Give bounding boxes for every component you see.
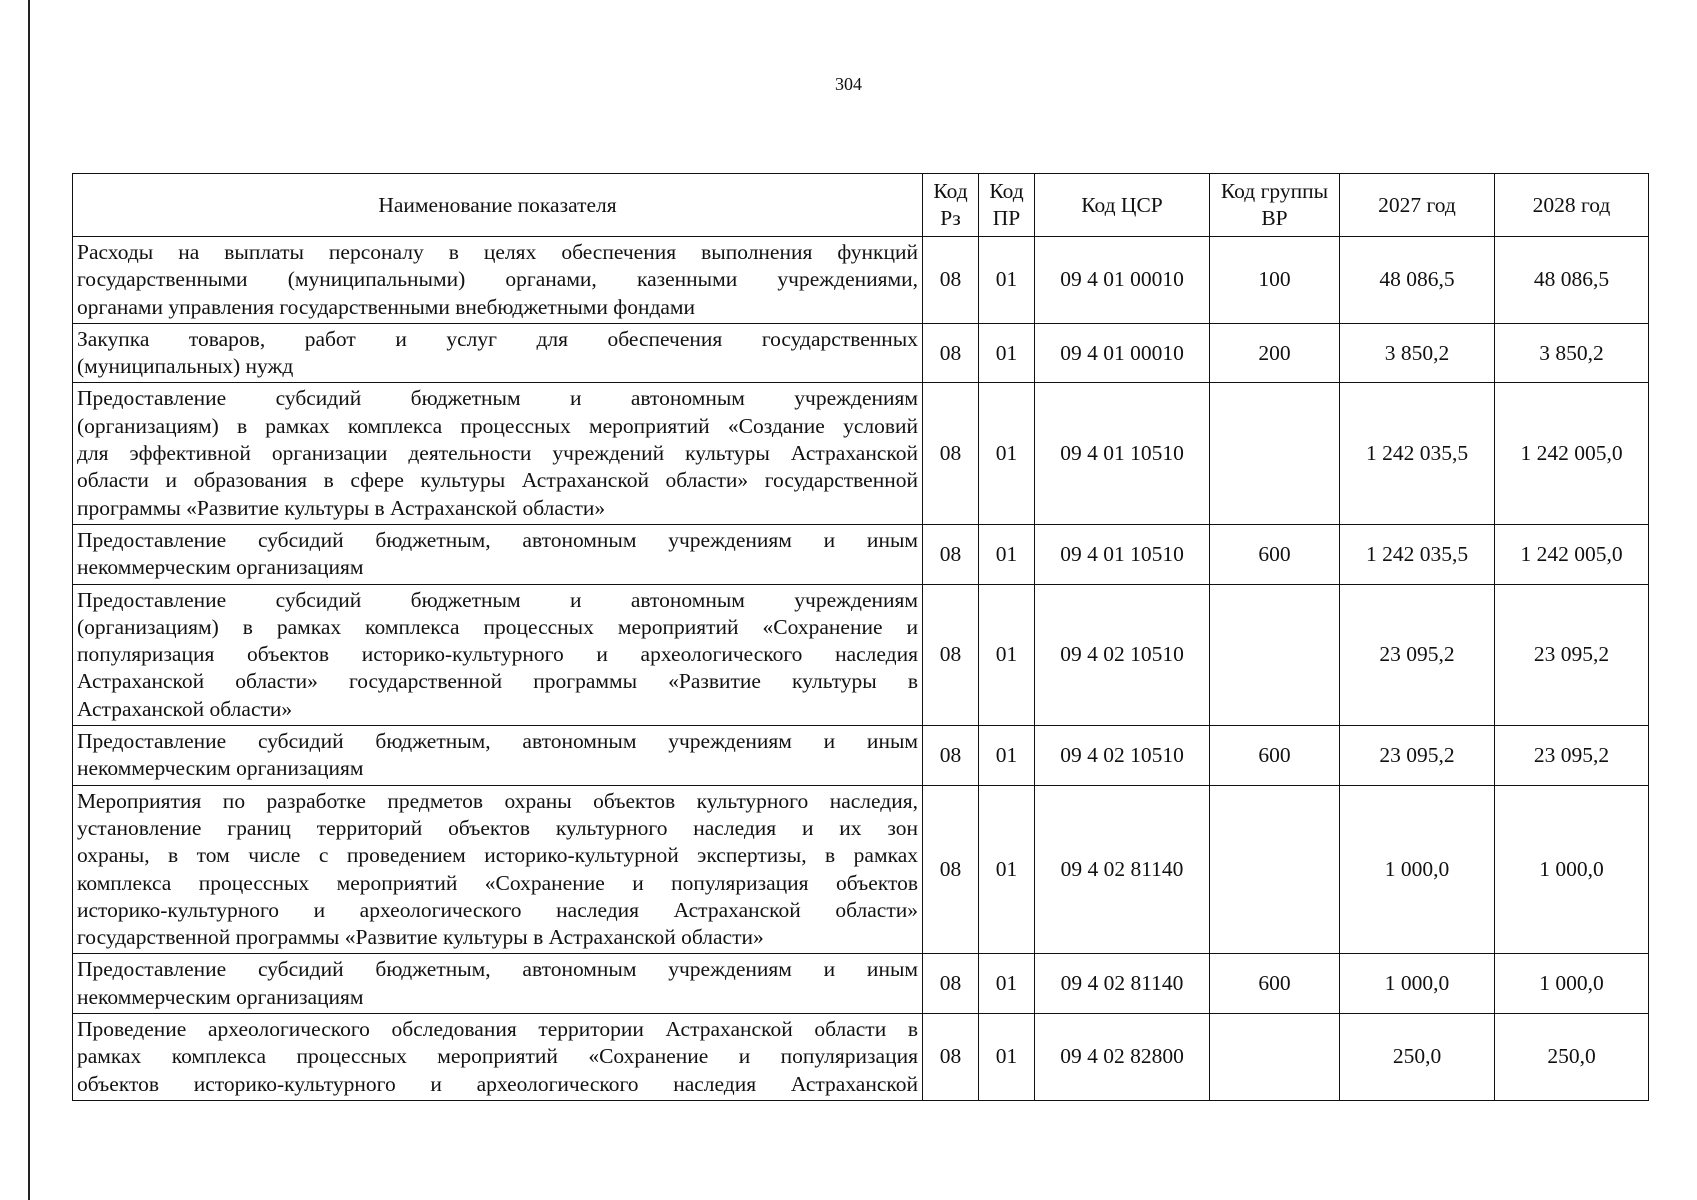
row-name-cell: [73, 954, 923, 1014]
row-name-cell: [73, 237, 923, 324]
row-rz-cell: 08: [923, 785, 979, 954]
table-row: [73, 726, 1649, 786]
table-row: [73, 1014, 1649, 1101]
page-number: 304: [835, 74, 862, 94]
row-pr-cell: 01: [979, 237, 1035, 324]
row-name-line: органами управления государственными внебюджетными фондами: [77, 294, 696, 319]
row-csr-cell: 09 4 01 10510: [1035, 383, 1210, 524]
row-name-cell: [73, 726, 923, 786]
row-2028-cell: 3 850,2: [1495, 323, 1649, 383]
row-pr-cell: 01: [979, 323, 1035, 383]
row-vr-cell: 200: [1210, 323, 1340, 383]
row-name-cell: [73, 584, 923, 725]
row-name-line: Астраханской области»: [77, 696, 293, 721]
row-name-line: государственными (муниципальными) органами, казенными учреждениями,: [77, 267, 918, 292]
row-2027-cell: 23 095,2: [1340, 584, 1495, 725]
row-name-line: Предоставление субсидий бюджетным и автономным учреждениям: [77, 386, 918, 411]
row-vr-cell: 600: [1210, 726, 1340, 786]
row-name-line: области и образования в сфере культуры Астраханской области» государственной: [77, 468, 918, 493]
table-header-row: [73, 174, 1649, 237]
row-name-line: рамках комплекса процессных мероприятий «Сохранение и популяризация: [77, 1044, 918, 1069]
table-row: [73, 323, 1649, 383]
table-row: [73, 584, 1649, 725]
row-name-line: популяризация объектов историко-культурного и археологического наследия: [77, 642, 918, 667]
row-rz-cell: 08: [923, 383, 979, 524]
row-2028-cell: 250,0: [1495, 1014, 1649, 1101]
row-name-line: некоммерческим организациям: [77, 756, 364, 781]
header-csr: Код ЦСР: [1035, 174, 1210, 237]
row-2027-cell: 1 242 035,5: [1340, 383, 1495, 524]
row-name-line: для эффективной организации деятельности учреждений культуры Астраханской: [77, 441, 918, 466]
row-pr-cell: 01: [979, 383, 1035, 524]
row-csr-cell: 09 4 01 10510: [1035, 524, 1210, 584]
budget-table: [72, 173, 1649, 1101]
row-2027-cell: 48 086,5: [1340, 237, 1495, 324]
row-name-line: историко-культурного и археологического наследия Астраханской области»: [77, 897, 918, 922]
row-name-line: Предоставление субсидий бюджетным, автономным учреждениям и иным: [77, 527, 918, 552]
row-rz-cell: 08: [923, 524, 979, 584]
row-csr-cell: 09 4 02 10510: [1035, 584, 1210, 725]
row-name-line: Расходы на выплаты персоналу в целях обеспечения выполнения функций: [77, 240, 918, 264]
row-rz-cell: 08: [923, 726, 979, 786]
row-2028-cell: 1 000,0: [1495, 954, 1649, 1014]
row-2028-cell: 23 095,2: [1495, 584, 1649, 725]
row-rz-cell: 08: [923, 237, 979, 324]
header-2027: 2027 год: [1340, 174, 1495, 237]
row-name-line: Предоставление субсидий бюджетным, автономным учреждениям и иным: [77, 729, 918, 754]
row-name-line: объектов историко-культурного и археологического наследия Астраханской: [77, 1071, 918, 1096]
row-rz-cell: 08: [923, 584, 979, 725]
row-name-cell: [73, 323, 923, 383]
row-csr-cell: 09 4 02 10510: [1035, 726, 1210, 786]
row-2028-cell: 1 000,0: [1495, 785, 1649, 954]
row-name-line: программы «Развитие культуры в Астраханской области»: [77, 495, 606, 520]
header-pr: Код ПР: [979, 174, 1035, 237]
row-name-line: Закупка товаров, работ и услуг для обеспечения государственных: [77, 326, 918, 351]
page-binding-line: [28, 0, 30, 1200]
row-vr-cell: 100: [1210, 237, 1340, 324]
row-name-cell: [73, 383, 923, 524]
row-2027-cell: 1 000,0: [1340, 954, 1495, 1014]
row-name-cell: [73, 1014, 923, 1101]
row-vr-cell: [1210, 383, 1340, 524]
row-rz-cell: 08: [923, 954, 979, 1014]
row-2028-cell: 48 086,5: [1495, 237, 1649, 324]
row-name-line: (муниципальных) нужд: [77, 354, 294, 379]
row-name-line: некоммерческим организациям: [77, 984, 364, 1009]
row-csr-cell: 09 4 01 00010: [1035, 323, 1210, 383]
row-name-line: Предоставление субсидий бюджетным и автономным учреждениям: [77, 587, 918, 612]
row-2027-cell: 1 000,0: [1340, 785, 1495, 954]
row-name-line: Мероприятия по разработке предметов охраны объектов культурного наследия,: [77, 788, 918, 813]
row-2028-cell: 1 242 005,0: [1495, 383, 1649, 524]
row-name-line: Предоставление субсидий бюджетным, автономным учреждениям и иным: [77, 957, 918, 982]
row-pr-cell: 01: [979, 1014, 1035, 1101]
row-name-line: установление границ территорий объектов культурного наследия и их зон: [77, 815, 918, 840]
table-row: [73, 383, 1649, 524]
row-2028-cell: 1 242 005,0: [1495, 524, 1649, 584]
row-vr-cell: [1210, 584, 1340, 725]
row-pr-cell: 01: [979, 584, 1035, 725]
row-csr-cell: 09 4 02 82800: [1035, 1014, 1210, 1101]
row-name-line: охраны, в том числе с проведением историко-культурной экспертизы, в рамках: [77, 843, 918, 868]
table-row: [73, 954, 1649, 1014]
row-2028-cell: 23 095,2: [1495, 726, 1649, 786]
row-vr-cell: 600: [1210, 524, 1340, 584]
row-name-line: Астраханской области» государственной программы «Развитие культуры в: [77, 669, 918, 694]
table-row: [73, 237, 1649, 324]
row-name-line: Проведение археологического обследования территории Астраханской области в: [77, 1017, 918, 1042]
table-row: [73, 524, 1649, 584]
header-rz: Код Рз: [923, 174, 979, 237]
table-row: [73, 785, 1649, 954]
header-2028: 2028 год: [1495, 174, 1649, 237]
row-vr-cell: 600: [1210, 954, 1340, 1014]
row-name-cell: [73, 524, 923, 584]
row-rz-cell: 08: [923, 1014, 979, 1101]
row-vr-cell: [1210, 785, 1340, 954]
row-name-cell: [73, 785, 923, 954]
table-body: [73, 237, 1649, 1101]
row-pr-cell: 01: [979, 524, 1035, 584]
row-pr-cell: 01: [979, 785, 1035, 954]
row-2027-cell: 250,0: [1340, 1014, 1495, 1101]
row-2027-cell: 23 095,2: [1340, 726, 1495, 786]
row-vr-cell: [1210, 1014, 1340, 1101]
row-rz-cell: 08: [923, 323, 979, 383]
row-pr-cell: 01: [979, 954, 1035, 1014]
row-pr-cell: 01: [979, 726, 1035, 786]
row-2027-cell: 1 242 035,5: [1340, 524, 1495, 584]
row-2027-cell: 3 850,2: [1340, 323, 1495, 383]
row-name-line: (организациям) в рамках комплекса процессных мероприятий «Создание условий: [77, 413, 918, 438]
header-name: Наименование показателя: [73, 174, 923, 237]
row-name-line: комплекса процессных мероприятий «Сохранение и популяризация объектов: [77, 870, 918, 895]
row-name-line: некоммерческим организациям: [77, 555, 364, 580]
row-name-line: государственной программы «Развитие культуры в Астраханской области»: [77, 925, 764, 950]
row-name-line: (организациям) в рамках комплекса процессных мероприятий «Сохранение и: [77, 614, 918, 639]
header-vr: Код группы ВР: [1210, 174, 1340, 237]
row-csr-cell: 09 4 01 00010: [1035, 237, 1210, 324]
row-csr-cell: 09 4 02 81140: [1035, 785, 1210, 954]
row-csr-cell: 09 4 02 81140: [1035, 954, 1210, 1014]
